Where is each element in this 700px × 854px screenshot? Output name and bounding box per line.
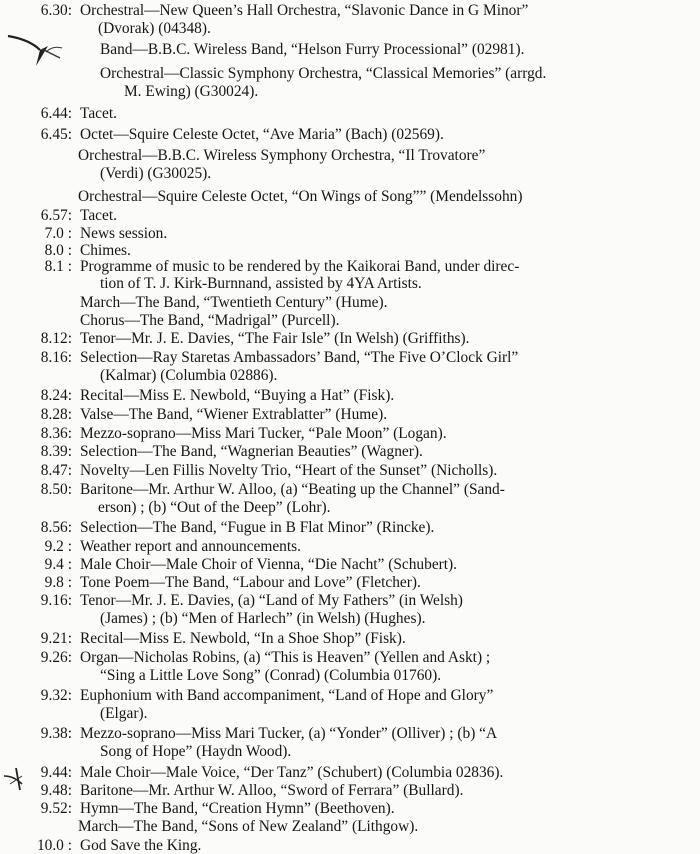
entry-line: Tenor—Mr. J. E. Davies, “The Fair Isle” (In Welsh) (Griffiths). [80,330,470,347]
entry-time: 8.24: [40,387,72,404]
entry-time: 9.2 : [44,538,72,555]
entry-time: 9.48: [40,782,72,799]
entry-line: Orchestral—Squire Celeste Octet, “On Wings of Song”” (Mendelssohn) [78,188,523,205]
entry-time: 9.52: [40,800,72,817]
entry-time: 10.0 : [36,837,72,854]
entry-time: 9.32: [40,687,72,704]
entry-time: 9.44: [40,764,72,781]
entry-line: (Elgar). [100,705,148,722]
entry-time: 9.26: [40,649,72,666]
entry-line: (Verdi) (G30025). [100,165,212,182]
entry-time: 8.28: [40,406,72,423]
entry-line: Mezzo-soprano—Miss Mari Tucker, (a) “Yonder” (Olliver) ; (b) “A [80,725,498,742]
entry-time: 6.30: [40,2,72,19]
entry-time: 9.38: [40,725,72,742]
entry-line: Chorus—The Band, “Madrigal” (Purcell). [80,312,340,329]
entry-line: Programme of music to be rendered by the Kaikorai Band, under direc- [80,258,520,275]
entry-line: Selection—The Band, “Fugue in B Flat Minor” (Rincke). [80,519,435,536]
entry-line: Male Choir—Male Choir of Vienna, “Die Nacht” (Schubert). [80,556,458,573]
entry-line: Selection—The Band, “Wagnerian Beauties” (Wagner). [80,443,423,460]
entry-time: 9.8 : [44,574,72,591]
entry-line: erson) ; (b) “Out of the Deep” (Lohr). [98,499,331,516]
entry-time: 9.4 : [44,556,72,573]
entry-line: Weather report and announcements. [80,538,301,555]
entry-line: Recital—Miss E. Newbold, “In a Shoe Shop” (Fisk). [80,630,406,647]
entry-time: 9.16: [40,592,72,609]
entry-line: Baritone—Mr. Arthur W. Alloo, (a) “Beating up the Channel” (Sand- [80,481,505,498]
entry-line: Male Choir—Male Voice, “Der Tanz” (Schubert) (Columbia 02836). [80,764,504,781]
entry-line: Orchestral—New Queen’s Hall Orchestra, “Slavonic Dance in G Minor” [80,2,529,19]
entry-line: Hymn—The Band, “Creation Hymn” (Beethoven). [80,800,395,817]
entry-line: Tacet. [80,207,117,224]
margin-pen-mark-top [6,28,70,74]
entry-line: tion of T. J. Kirk-Burnnand, assisted by 4YA Artists. [100,275,422,292]
entry-line: Chimes. [80,242,131,259]
entry-line: Song of Hope” (Haydn Wood). [100,743,292,760]
entry-time: 8.0 : [44,242,72,259]
entry-time: 8.1 : [44,258,72,275]
entry-time: 6.44: [40,105,72,122]
entry-line: Organ—Nicholas Robins, (a) “This is Heaven” (Yellen and Askt) ; [80,649,491,666]
entry-line: March—The Band, “Sons of New Zealand” (Lithgow). [78,818,419,835]
entry-line: (Kalmar) (Columbia 02886). [100,367,278,384]
entry-line: Valse—The Band, “Wiener Extrablatter” (Hume). [80,406,388,423]
entry-line: Tenor—Mr. J. E. Davies, (a) “Land of My Fathers” (in Welsh) [80,592,463,609]
entry-time: 8.47: [40,462,72,479]
entry-time: 6.45: [40,126,72,143]
entry-line: “Sing a Little Love Song” (Conrad) (Columbia 01760). [100,667,442,684]
entry-time: 8.50: [40,481,72,498]
entry-line: (James) ; (b) “Men of Harlech” (in Welsh) (Hughes). [100,610,426,627]
entry-line: Tacet. [80,105,117,122]
entry-line: Selection—Ray Staretas Ambassadors’ Band, “The Five O’Clock Girl” [80,349,519,366]
entry-time: 8.16: [40,349,72,366]
entry-line: March—The Band, “Twentieth Century” (Hume). [80,294,388,311]
entry-line: Recital—Miss E. Newbold, “Buying a Hat” (Fisk). [80,387,395,404]
entry-time: 7.0 : [44,225,72,242]
entry-line: Orchestral—B.B.C. Wireless Symphony Orchestra, “Il Trovatore” [78,147,486,164]
entry-line: Tone Poem—The Band, “Labour and Love” (Fletcher). [80,574,421,591]
entry-line: Mezzo-soprano—Miss Mari Tucker, “Pale Moon” (Logan). [80,425,447,442]
entry-line: Euphonium with Band accompaniment, “Land of Hope and Glory” [80,687,494,704]
entry-line: News session. [80,225,168,242]
entry-line: Octet—Squire Celeste Octet, “Ave Maria” (Bach) (02569). [80,126,444,143]
entry-time: 6.57: [40,207,72,224]
entry-time: 8.36: [40,425,72,442]
entry-line: Orchestral—Classic Symphony Orchestra, “Classical Memories” (arrgd. [100,65,547,82]
entry-line: M. Ewing) (G30024). [124,83,259,100]
entry-line: Baritone—Mr. Arthur W. Alloo, “Sword of Ferrara” (Bullard). [80,782,464,799]
entry-line: (Dvorak) (04348). [98,20,211,37]
entry-line: God Save the King. [80,837,202,854]
entry-time: 8.39: [40,443,72,460]
entry-time: 9.21: [40,630,72,647]
entry-time: 8.12: [40,330,72,347]
entry-time: 8.56: [40,519,72,536]
entry-line: Band—B.B.C. Wireless Band, “Helson Furry Processional” (02981). [100,41,525,58]
entry-line: Novelty—Len Fillis Novelty Trio, “Heart of the Sunset” (Nicholls). [80,462,498,479]
